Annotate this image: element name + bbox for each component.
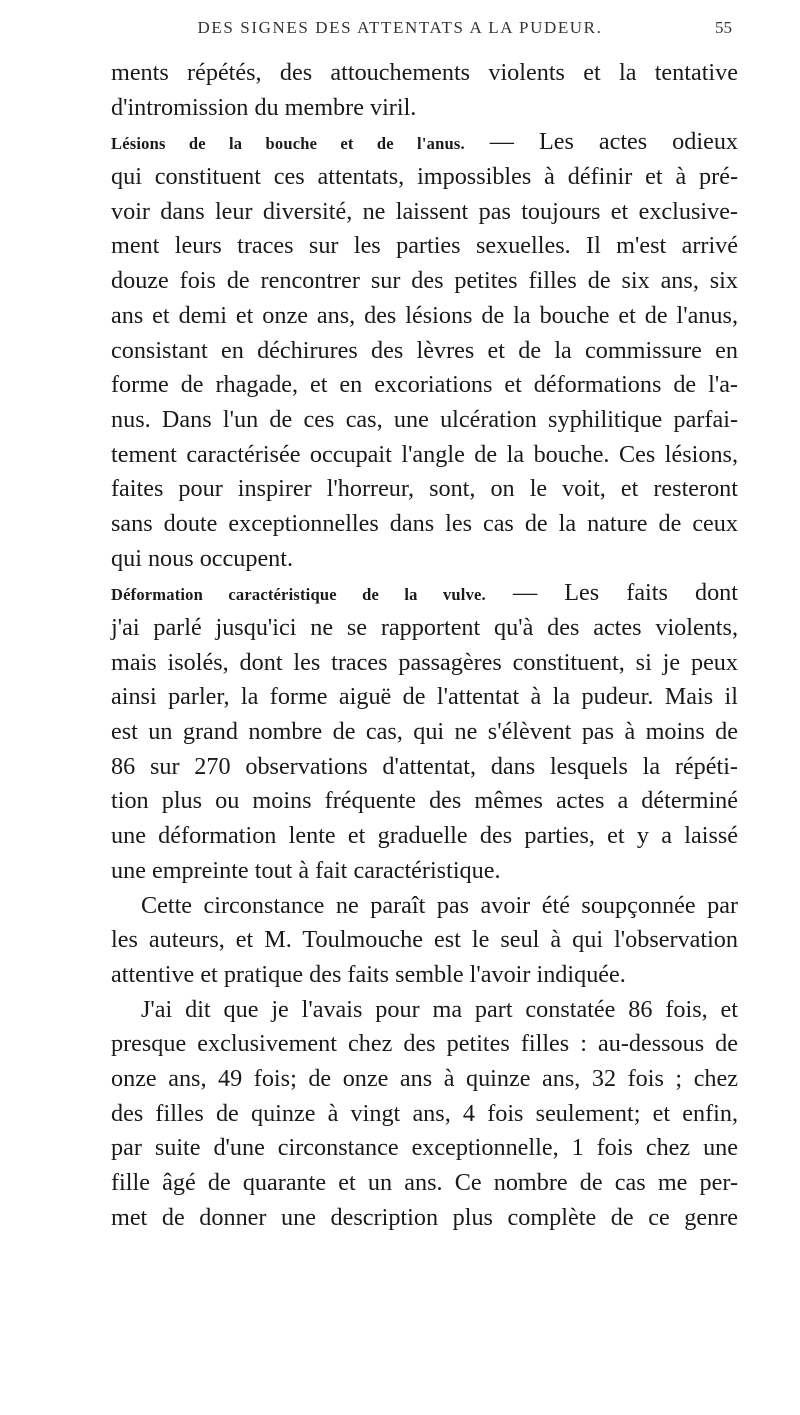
text-fragment: — Les faits dont	[512, 579, 738, 607]
text-line: les auteurs, et M. Toulmouche est le seul à qui l'observation	[111, 926, 738, 954]
text-line: ment leurs traces sur les parties sexuelles. Il m'est arrivé	[111, 232, 738, 260]
text-fragment: — Les actes odieux	[489, 128, 739, 156]
text-line: douze fois de rencontrer sur des petites filles de six ans, six	[111, 267, 738, 295]
text-line: 86 sur 270 observations d'attentat, dans lesquels la répéti-	[111, 752, 738, 780]
text-line: voir dans leur diversité, ne laissent pas toujours et exclusive-	[111, 197, 738, 225]
page-number: 55	[715, 18, 732, 37]
text-line: faites pour inspirer l'horreur, sont, on le voit, et resteront	[111, 475, 738, 503]
text-line: tion plus ou moins fréquente des mêmes actes a déterminé	[111, 787, 738, 815]
section-line	[111, 125, 738, 160]
text-line: ans et demi et onze ans, des lésions de la bouche et de l'anus,	[111, 301, 738, 329]
text-line: est un grand nombre de cas, qui ne s'élèvent pas à moins de	[111, 718, 738, 746]
text-line: J'ai dit que je l'avais pour ma part constatée 86 fois, et	[141, 995, 738, 1023]
text-line: ainsi parler, la forme aiguë de l'attentat à la pudeur. Mais il	[111, 683, 738, 711]
text-line: consistant en déchirures des lèvres et de la commissure en	[111, 336, 738, 364]
text-line: une déformation lente et graduelle des parties, et y a laissé	[111, 822, 738, 850]
text-line: une empreinte tout à fait caractéristique.	[111, 856, 501, 884]
section-heading-lesions: Lésions de la bouche et de l'anus.	[111, 134, 465, 154]
text-line: nus. Dans l'un de ces cas, une ulcération syphilitique parfai-	[111, 405, 738, 433]
text-line: ments répétés, des attouchements violents et la tentative	[111, 59, 738, 86]
text-line: qui constituent ces attentats, impossibles à définir et à pré-	[111, 163, 738, 191]
text-line: tement caractérisée occupait l'angle de la bouche. Ces lésions,	[111, 440, 738, 468]
text-line: fille âgé de quarante et un ans. Ce nombre de cas me per-	[111, 1169, 738, 1196]
text-line: d'intromission du membre viril.	[111, 93, 417, 121]
text-line: sans doute exceptionnelles dans les cas de la nature de ceux	[111, 509, 738, 537]
text-line: presque exclusivement chez des petites filles : au-dessous de	[111, 1030, 738, 1058]
text-line: met de donner une description plus complète de ce genre	[111, 1203, 738, 1231]
text-line: qui nous occupent.	[111, 544, 294, 572]
body-text	[111, 56, 738, 1235]
text-line: forme de rhagade, et en excoriations et déformations de l'a-	[111, 371, 738, 399]
section-line	[111, 576, 738, 611]
text-line: onze ans, 49 fois; de onze ans à quinze ans, 32 fois ; chez	[111, 1064, 738, 1092]
text-line: des filles de quinze à vingt ans, 4 fois seulement; et enfin,	[111, 1099, 738, 1127]
text-line: mais isolés, dont les traces passagères constituent, si je peux	[111, 648, 738, 676]
text-line: Cette circonstance ne paraît pas avoir été soupçonnée par	[141, 891, 738, 919]
section-heading-deformation: Déformation caractéristique de la vulve.	[111, 585, 486, 605]
text-line: par suite d'une circonstance exceptionnelle, 1 fois chez une	[111, 1134, 738, 1162]
text-line: attentive et pratique des faits semble l'avoir indiquée.	[111, 960, 626, 988]
running-head-title: DES SIGNES DES ATTENTATS A LA PUDEUR.	[197, 18, 603, 37]
text-line: j'ai parlé jusqu'ici ne se rapportent qu'à des actes violents,	[111, 614, 738, 641]
running-head	[0, 18, 800, 48]
